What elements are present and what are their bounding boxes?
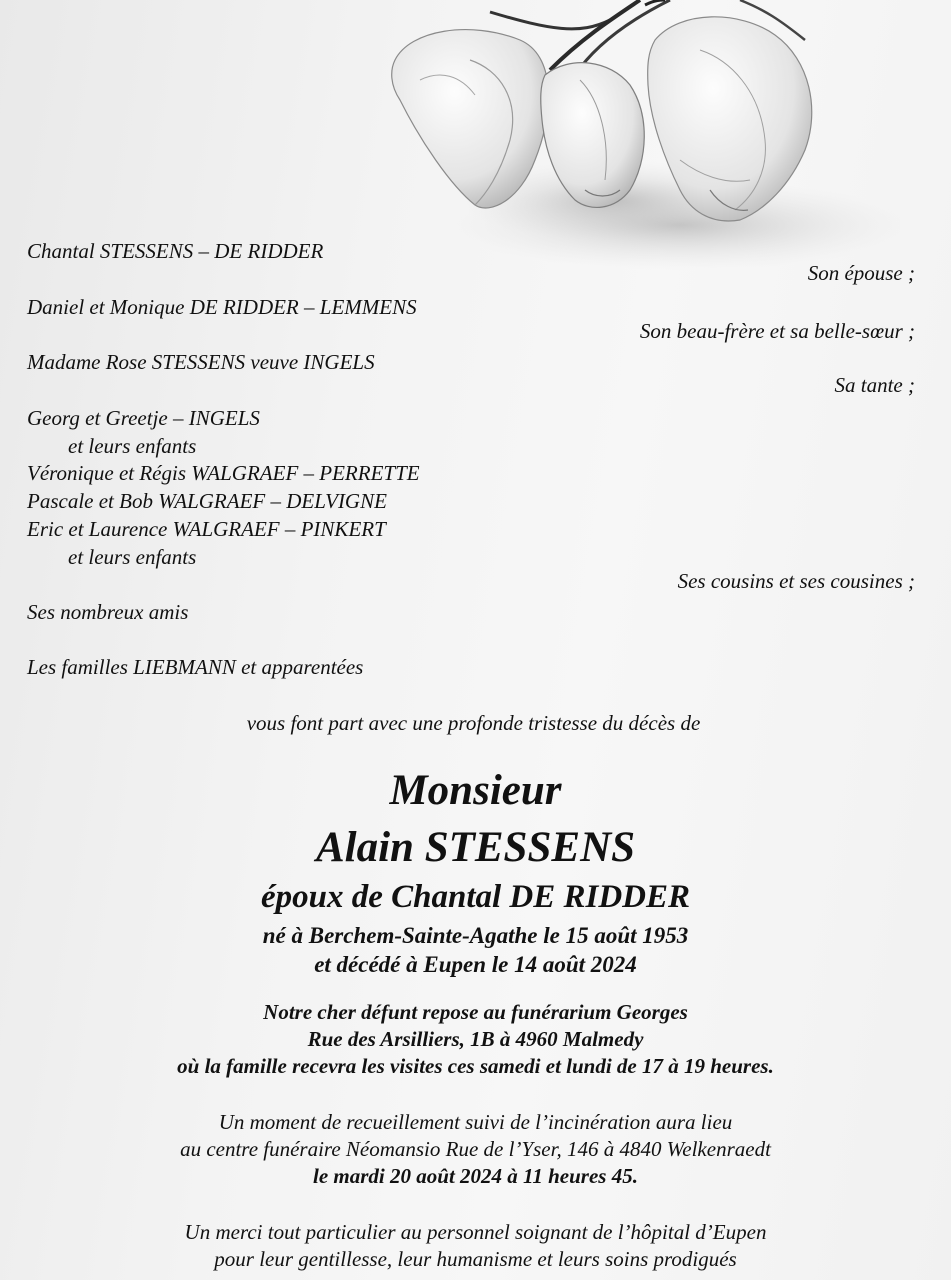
birth-line: né à Berchem-Sainte-Agathe le 15 août 1953 [262,923,689,948]
family-veronique-regis: Véronique et Régis WALGRAEF – PERRETTE [27,461,420,485]
thanks-line-2: pour leur gentillesse, leur humanisme et leurs soins prodigués [214,1247,737,1271]
family-rose: Madame Rose STESSENS veuve INGELS [27,350,375,374]
family-liebmann: Les familles LIEBMANN et apparentées [27,655,364,679]
family-chantal: Chantal STESSENS – DE RIDDER [27,239,324,263]
family-georg-greetje: Georg et Greetje – INGELS [27,406,260,430]
family-pascale-bob: Pascale et Bob WALGRAEF – DELVIGNE [27,489,387,513]
ceremony-line-2: au centre funéraire Néomansio Rue de l’Yser, 146 à 4840 Welkenraedt [180,1137,771,1161]
family-friends: Ses nombreux amis [27,600,189,624]
deceased-spouse: époux de Chantal DE RIDDER [260,879,691,915]
funerarium-line-3: où la famille recevra les visites ces samedi et lundi de 17 à 19 heures. [177,1054,774,1078]
relation-spouse: Son épouse ; [807,261,915,285]
announcement-intro: vous font part avec une profonde tristesse du décès de [246,711,701,735]
relation-in-laws: Son beau-frère et sa belle-sœur ; [639,319,915,343]
deceased-name: Alain STESSENS [315,824,636,871]
relation-cousins: Ses cousins et ses cousines ; [677,569,915,593]
death-line: et décédé à Eupen le 14 août 2024 [314,952,637,977]
deceased-honorific: Monsieur [389,767,562,814]
family-georg-children: et leurs enfants [68,434,197,458]
funerarium-line-1: Notre cher défunt repose au funérarium Georges [263,1000,688,1024]
white-roses-image [380,0,900,270]
family-eric-laurence: Eric et Laurence WALGRAEF – PINKERT [27,517,386,541]
ceremony-line-1: Un moment de recueillement suivi de l’incinération aura lieu [218,1110,733,1134]
relation-aunt: Sa tante ; [834,373,915,397]
funerarium-line-2: Rue des Arsilliers, 1B à 4960 Malmedy [307,1027,644,1051]
family-eric-children: et leurs enfants [68,545,197,569]
family-daniel-monique: Daniel et Monique DE RIDDER – LEMMENS [27,295,417,319]
thanks-line-1: Un merci tout particulier au personnel soignant de l’hôpital d’Eupen [184,1220,767,1244]
ceremony-line-3: le mardi 20 août 2024 à 11 heures 45. [313,1164,638,1188]
